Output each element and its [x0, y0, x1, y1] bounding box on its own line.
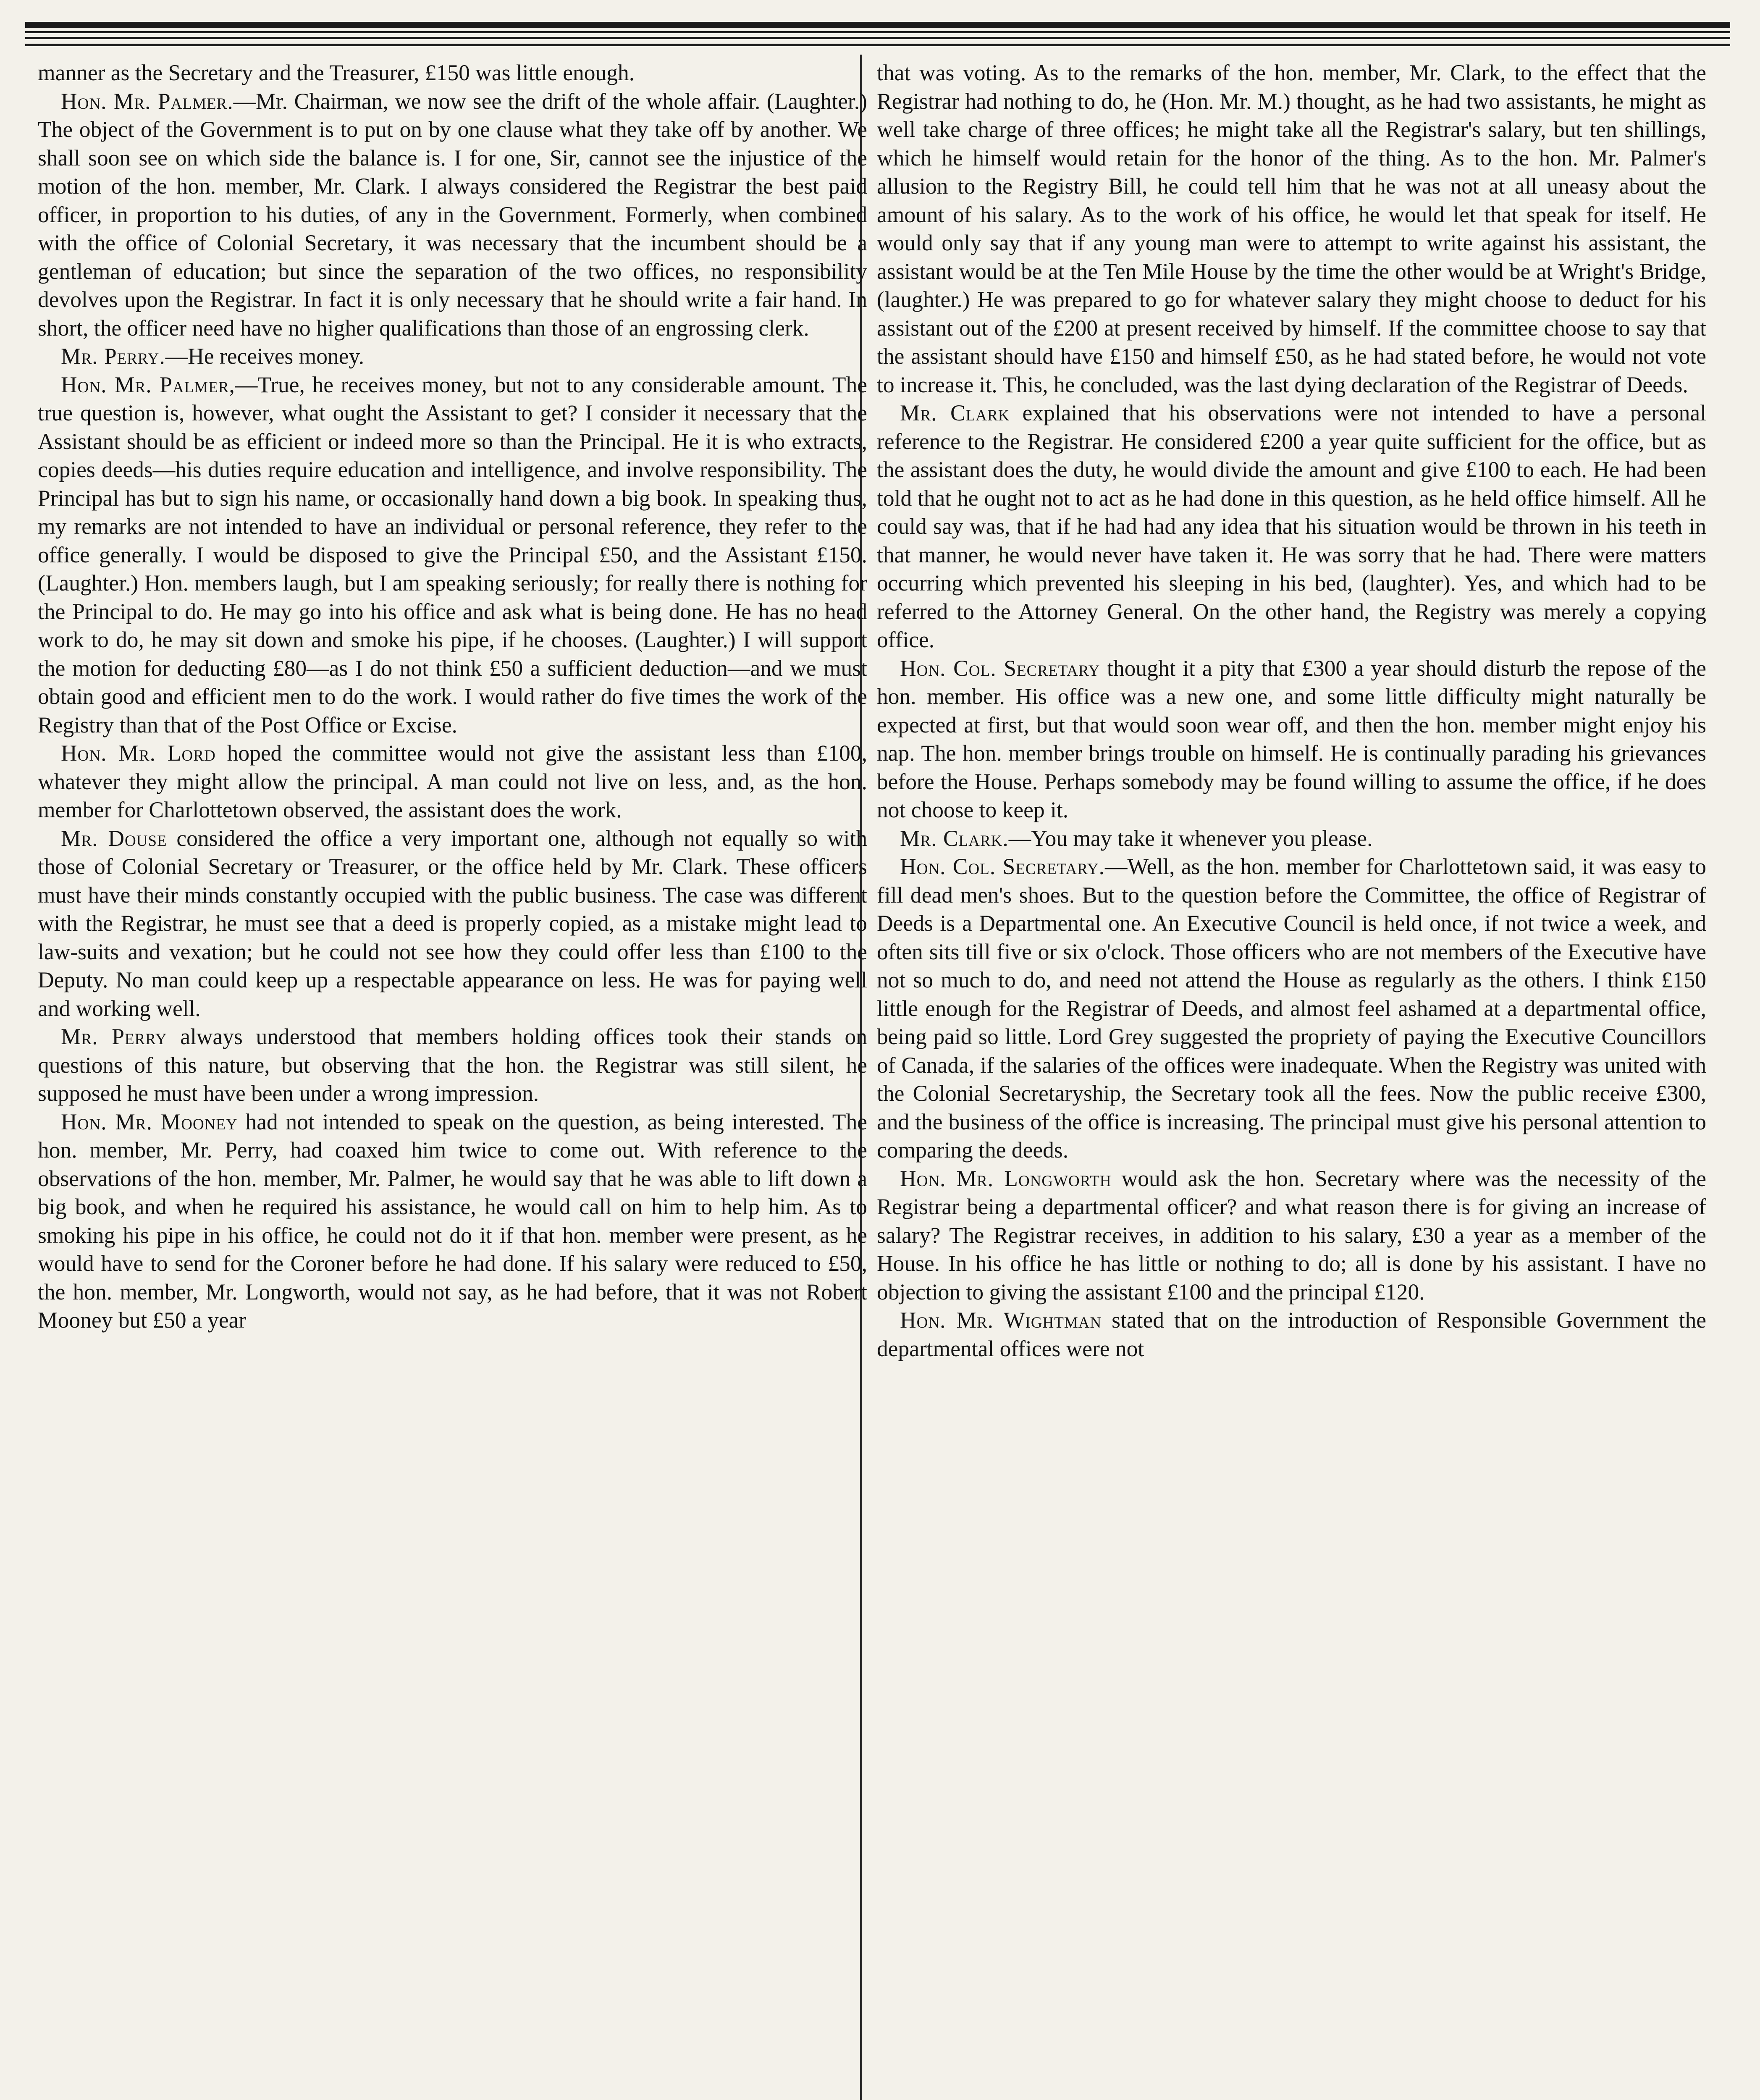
- speaker-name: Mr. Douse: [61, 825, 167, 851]
- speech-paragraph: [38, 1108, 867, 1335]
- paragraph-text: always understood that members holding offices took their stands on questions of this nature, but observing that the hon. the Registrar was still silent, he supposed he must have been under a wrong impression.: [38, 1024, 867, 1106]
- left-column: [38, 59, 867, 2100]
- speaker-name: Hon. Mr. Mooney: [61, 1109, 238, 1134]
- speaker-name: Hon. Mr. Lord: [61, 740, 216, 766]
- paragraph-text: had not intended to speak on the question, as being interested. The hon. member, Mr. Perry, had coaxed him twice to come out. With reference to the observations of the hon. member, Mr. Palmer, he would say that he was able to lift down a big book, and when he required his assistance, he would call on him to help him. As to smoking his pipe in his office, he could not do it if that hon. member were present, as he would have to send for the Coroner before he had done. If his salary were reduced to £50, the hon. member, Mr. Longworth, would not say, as he had before, that it was not Robert Mooney but £50 a year: [38, 1109, 867, 1333]
- speaker-name: Mr. Clark.: [900, 825, 1009, 851]
- speaker-name: Hon. Mr. Wightman: [900, 1307, 1102, 1333]
- paragraph-text: —Mr. Chairman, we now see the drift of the whole affair. (Laughter.) The object of the Government is to put on by one clause what they take off by another. We shall soon see on which side the balance is. I for one, Sir, cannot see the injustice of the motion of the hon. member, Mr. Clark. I always considered the Registrar the best paid officer, in proportion to his duties, of any in the Government. Formerly, when combined with the office of Colonial Secretary, it was necessary that the incumbent should be a gentleman of education; but since the separation of the two offices, no responsibility devolves upon the Registrar. In fact it is only necessary that he should write a fair hand. In short, the officer need have no higher qualifications than those of an engrossing clerk.: [38, 88, 867, 341]
- text-paragraph: [877, 59, 1706, 399]
- paragraph-text: manner as the Secretary and the Treasurer, £150 was little enough.: [38, 60, 635, 85]
- paragraph-text: explained that his observations were not intended to have a personal reference to the Registrar. He considered £200 a year quite sufficient for the office, but as the assistant does the duty, he would divide the amount and give £100 to each. He had been told that he ought not to act as he had done in this question, as he held office himself. All he could say was, that if he had had any idea that his situation would be thrown in his teeth in that manner, he would never have taken it. He was sorry that he had. There were matters occurring which prevented his sleeping in his bed, (laughter). Yes, and which had to be referred to the Attorney General. On the other hand, the Registry was merely a copying office.: [877, 400, 1706, 652]
- speaker-name: Hon. Mr. Palmer,: [61, 372, 235, 397]
- header-rule: [25, 22, 1730, 28]
- paragraph-text: that was voting. As to the remarks of the hon. member, Mr. Clark, to the effect that the Registrar had nothing to do, he (Hon. Mr. M.) thought, as he had two assistants, he might as well take charge of three offices; he might take all the Registrar's salary, but ten shillings, which he himself would retain for the honor of the thing. As to the hon. Mr. Palmer's allusion to the Registry Bill, he could tell him that he was not at all uneasy about the amount of his salary. As to the work of his office, he would let that speak for itself. He would only say that if any young man were to attempt to write against his assistant, the assistant would be at the Ten Mile House by the time the other would be at Wright's Bridge, (laughter.) He was prepared to go for whatever salary they might choose to deduct for his assistant out of the £200 at present received by himself. If the committee choose to say that the assistant should have £150 and himself £50, as he had stated before, he would not vote to increase it. This, he concluded, was the last dying declaration of the Registrar of Deeds.: [877, 60, 1706, 397]
- speech-paragraph: [38, 824, 867, 1023]
- speaker-name: Hon. Col. Secretary.: [900, 854, 1105, 879]
- header-rule: [25, 31, 1730, 33]
- paragraph-text: thought it a pity that £300 a year should disturb the repose of the hon. member. His office was a new one, and some little difficulty might naturally be expected at first, but that would soon wear off, and then the hon. member might enjoy his nap. The hon. member brings trouble on himself. He is continually parading his grievances before the House. Perhaps somebody may be found willing to assume the office, if he does not choose to keep it.: [877, 655, 1706, 822]
- speech-paragraph: [877, 1306, 1706, 1363]
- paragraph-text: hoped the committee would not give the assistant less than £100, whatever they might allow the principal. A man could not live on less, and, as the hon. member for Charlottetown observed, the assistant does the work.: [38, 740, 867, 822]
- speech-paragraph: [877, 824, 1706, 853]
- speaker-name: Mr. Perry.: [61, 344, 165, 369]
- speech-paragraph: [38, 739, 867, 824]
- paragraph-text: —He receives money.: [165, 344, 365, 369]
- paragraph-text: considered the office a very important one, although not equally so with those of Colonial Secretary or Treasurer, or the office held by Mr. Clark. These officers must have their minds constantly occupied with the public business. The case was different with the Registrar, he must see that a deed is properly copied, as a mistake might lead to law-suits and vexation; but he could not see how they could offer less than £100 to the Deputy. No man could keep up a respectable appearance on less. He was for paying well and working well.: [38, 825, 867, 1021]
- speech-paragraph: [877, 654, 1706, 824]
- speaker-name: Mr. Clark: [900, 400, 1010, 425]
- paragraph-text: —True, he receives money, but not to any considerable amount. The true question is, however, what ought the Assistant to get? I consider it necessary that the Assistant should be as efficient or indeed more so than the Principal. He it is who extracts, copies deeds—his duties require education and intelligence, and involve responsibility. The Principal has but to sign his name, or occasionally hand down a big book. In speaking thus, my remarks are not intended to have an individual or personal reference, they refer to the office generally. I would be disposed to give the Principal £50, and the Assistant £150. (Laughter.) Hon. members laugh, but I am speaking seriously; for really there is nothing for the Principal to do. He may go into his office and ask what is being done. He has no head work to do, he may sit down and smoke his pipe, if he chooses. (Laughter.) I will support the motion for deducting £80—as I do not think £50 a sufficient deduction—and we must obtain good and efficient men to do the work. I would rather do five times the work of the Registry than that of the Post Office or Excise.: [38, 372, 867, 738]
- text-paragraph: [38, 59, 867, 87]
- speaker-name: Hon. Col. Secretary: [900, 655, 1100, 681]
- speaker-name: Hon. Mr. Palmer.: [61, 88, 233, 114]
- speech-paragraph: [38, 371, 867, 740]
- speech-paragraph: [877, 853, 1706, 1165]
- speaker-name: Mr. Perry: [61, 1024, 167, 1049]
- paragraph-text: stated that on the introduction of Responsible Government the departmental offices were not: [877, 1307, 1706, 1361]
- right-column: [877, 59, 1706, 2100]
- paragraph-text: would ask the hon. Secretary where was the necessity of the Registrar being a departmental officer? and what reason there is for giving an increase of salary? The Registrar receives, in addition to his salary, £30 a year as a member of the House. In his office he has little or nothing to do; all is done by his assistant. I have no objection to giving the assistant £100 and the principal £120.: [877, 1166, 1706, 1305]
- paragraph-text: —You may take it whenever you please.: [1008, 825, 1373, 851]
- header-rule: [25, 44, 1730, 46]
- speech-paragraph: [38, 1023, 867, 1108]
- speech-paragraph: [38, 342, 867, 371]
- paragraph-text: —Well, as the hon. member for Charlottetown said, it was easy to fill dead men's shoes. But to the question before the Committee, the office of Registrar of Deeds is a Departmental one. An Executive Council is held once, if not twice a week, and often sits till five or six o'clock. Those officers who are not members of the Executive have not so much to do, and need not attend the House as regularly as the others. I think £150 little enough for the Registrar of Deeds, and almost feel ashamed at a departmental office, being paid so little. Lord Grey suggested the propriety of paying the Executive Councillors of Canada, if the salaries of the offices were inadequate. When the Registry was united with the Colonial Secretaryship, the Secretary took all the fees. Now the public receive £300, and the business of the office is increasing. The principal must give his personal attention to comparing the deeds.: [877, 854, 1706, 1163]
- speech-paragraph: [877, 1165, 1706, 1307]
- speech-paragraph: [38, 87, 867, 343]
- speech-paragraph: [877, 399, 1706, 654]
- header-rule: [25, 37, 1730, 39]
- speaker-name: Hon. Mr. Longworth: [900, 1166, 1112, 1191]
